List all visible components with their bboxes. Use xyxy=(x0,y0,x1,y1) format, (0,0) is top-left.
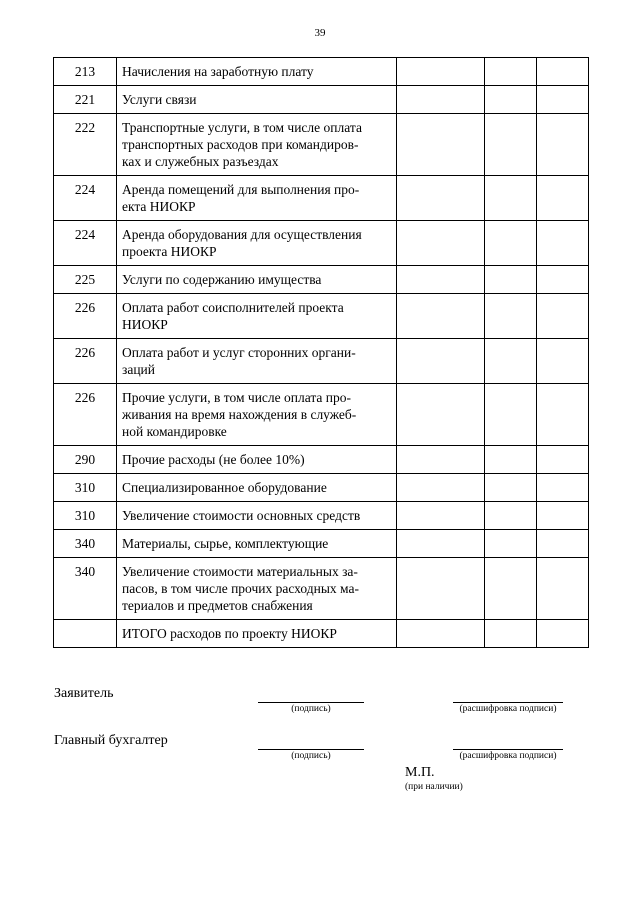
empty-amount-cell xyxy=(537,384,589,446)
accountant-label: Главный бухгалтер xyxy=(54,733,168,748)
row-code: 310 xyxy=(54,502,117,530)
empty-amount-cell xyxy=(537,221,589,266)
empty-amount-cell xyxy=(397,530,485,558)
table-row xyxy=(54,176,589,221)
row-code: 225 xyxy=(54,266,117,294)
row-name-text: Оплата работ соисполнителей проекта НИОКР xyxy=(122,300,344,332)
table-row xyxy=(54,294,589,339)
row-code: 226 xyxy=(54,294,117,339)
table-row xyxy=(54,221,589,266)
empty-amount-cell xyxy=(485,620,537,648)
empty-amount-cell xyxy=(485,294,537,339)
row-code: 213 xyxy=(54,58,117,86)
table-row xyxy=(54,384,589,446)
empty-amount-cell xyxy=(485,502,537,530)
row-name xyxy=(117,266,397,294)
table-row xyxy=(54,339,589,384)
applicant-label: Заявитель xyxy=(54,686,114,701)
stamp-label: М.П. xyxy=(405,765,435,780)
row-name-text: Прочие расходы (не более 10%) xyxy=(122,452,305,467)
applicant-decoding-line xyxy=(453,702,563,703)
row-name xyxy=(117,294,397,339)
row-name-text: Специализированное оборудование xyxy=(122,480,327,495)
empty-amount-cell xyxy=(537,86,589,114)
empty-amount-cell xyxy=(485,558,537,620)
row-name xyxy=(117,86,397,114)
empty-amount-cell xyxy=(397,114,485,176)
row-code xyxy=(54,620,117,648)
empty-amount-cell xyxy=(485,474,537,502)
row-name xyxy=(117,502,397,530)
empty-amount-cell xyxy=(397,221,485,266)
stamp-hint: (при наличии) xyxy=(405,782,463,792)
empty-amount-cell xyxy=(397,58,485,86)
empty-amount-cell xyxy=(397,176,485,221)
empty-amount-cell xyxy=(485,176,537,221)
empty-amount-cell xyxy=(485,58,537,86)
empty-amount-cell xyxy=(397,502,485,530)
row-code: 221 xyxy=(54,86,117,114)
empty-amount-cell xyxy=(485,384,537,446)
row-code: 340 xyxy=(54,530,117,558)
table-row xyxy=(54,86,589,114)
table-row xyxy=(54,446,589,474)
table-row xyxy=(54,620,589,648)
page-number: 39 xyxy=(314,27,326,39)
empty-amount-cell xyxy=(397,446,485,474)
row-name-text: Материалы, сырье, комплектующие xyxy=(122,536,329,551)
empty-amount-cell xyxy=(397,620,485,648)
empty-amount-cell xyxy=(397,384,485,446)
accountant-signature-line xyxy=(258,749,364,750)
row-name xyxy=(117,474,397,502)
row-name xyxy=(117,384,397,446)
empty-amount-cell xyxy=(537,620,589,648)
row-name-text: Аренда оборудования для осуществления проекта НИОКР xyxy=(122,227,362,259)
table-row xyxy=(54,558,589,620)
budget-table xyxy=(53,57,589,648)
row-name-text: ИТОГО расходов по проекту НИОКР xyxy=(122,626,337,641)
empty-amount-cell xyxy=(537,558,589,620)
empty-amount-cell xyxy=(485,86,537,114)
row-code: 340 xyxy=(54,558,117,620)
row-name xyxy=(117,530,397,558)
empty-amount-cell xyxy=(537,530,589,558)
empty-amount-cell xyxy=(397,339,485,384)
applicant-signature-hint: (подпись) xyxy=(291,704,331,714)
empty-amount-cell xyxy=(397,86,485,114)
table-row xyxy=(54,58,589,86)
empty-amount-cell xyxy=(537,294,589,339)
row-name-text: Аренда помещений для выполнения про- екта НИОКР xyxy=(122,182,360,214)
empty-amount-cell xyxy=(537,339,589,384)
row-name xyxy=(117,620,397,648)
empty-amount-cell xyxy=(485,114,537,176)
empty-amount-cell xyxy=(537,176,589,221)
row-name xyxy=(117,221,397,266)
empty-amount-cell xyxy=(485,530,537,558)
table-row xyxy=(54,530,589,558)
empty-amount-cell xyxy=(537,114,589,176)
empty-amount-cell xyxy=(537,446,589,474)
row-name xyxy=(117,446,397,474)
row-name-text: Увеличение стоимости материальных за- пасов, в том числе прочих расходных ма- териалов и предметов снабжения xyxy=(122,564,359,613)
budget-table-body xyxy=(54,58,589,648)
empty-amount-cell xyxy=(397,294,485,339)
row-name-text: Прочие услуги, в том числе оплата про- живания на время нахождения в служеб- ной командировке xyxy=(122,390,357,439)
empty-amount-cell xyxy=(397,558,485,620)
empty-amount-cell xyxy=(537,502,589,530)
row-name xyxy=(117,176,397,221)
empty-amount-cell xyxy=(537,266,589,294)
table-row xyxy=(54,474,589,502)
row-code: 224 xyxy=(54,176,117,221)
empty-amount-cell xyxy=(537,58,589,86)
row-name-text: Увеличение стоимости основных средств xyxy=(122,508,361,523)
empty-amount-cell xyxy=(485,339,537,384)
row-name-text: Оплата работ и услуг сторонних органи- заций xyxy=(122,345,356,377)
row-name xyxy=(117,558,397,620)
accountant-signature-hint: (подпись) xyxy=(291,751,331,761)
empty-amount-cell xyxy=(397,474,485,502)
table-row xyxy=(54,266,589,294)
empty-amount-cell xyxy=(485,221,537,266)
row-code: 310 xyxy=(54,474,117,502)
row-name xyxy=(117,339,397,384)
row-name xyxy=(117,58,397,86)
accountant-decoding-line xyxy=(453,749,563,750)
table-row xyxy=(54,114,589,176)
empty-amount-cell xyxy=(485,446,537,474)
table-row xyxy=(54,502,589,530)
row-name-text: Транспортные услуги, в том числе оплата транспортных расходов при командиров- ках и служебных разъездах xyxy=(122,120,362,169)
row-code: 226 xyxy=(54,339,117,384)
applicant-decoding-hint: (расшифровка подписи) xyxy=(459,704,557,714)
accountant-decoding-hint: (расшифровка подписи) xyxy=(459,751,557,761)
row-name-text: Услуги по содержанию имущества xyxy=(122,272,322,287)
row-code: 226 xyxy=(54,384,117,446)
applicant-signature-line xyxy=(258,702,364,703)
row-code: 290 xyxy=(54,446,117,474)
row-code: 224 xyxy=(54,221,117,266)
row-name-text: Услуги связи xyxy=(122,92,197,107)
row-code: 222 xyxy=(54,114,117,176)
row-name-text: Начисления на заработную плату xyxy=(122,64,314,79)
empty-amount-cell xyxy=(537,474,589,502)
empty-amount-cell xyxy=(397,266,485,294)
empty-amount-cell xyxy=(485,266,537,294)
row-name xyxy=(117,114,397,176)
